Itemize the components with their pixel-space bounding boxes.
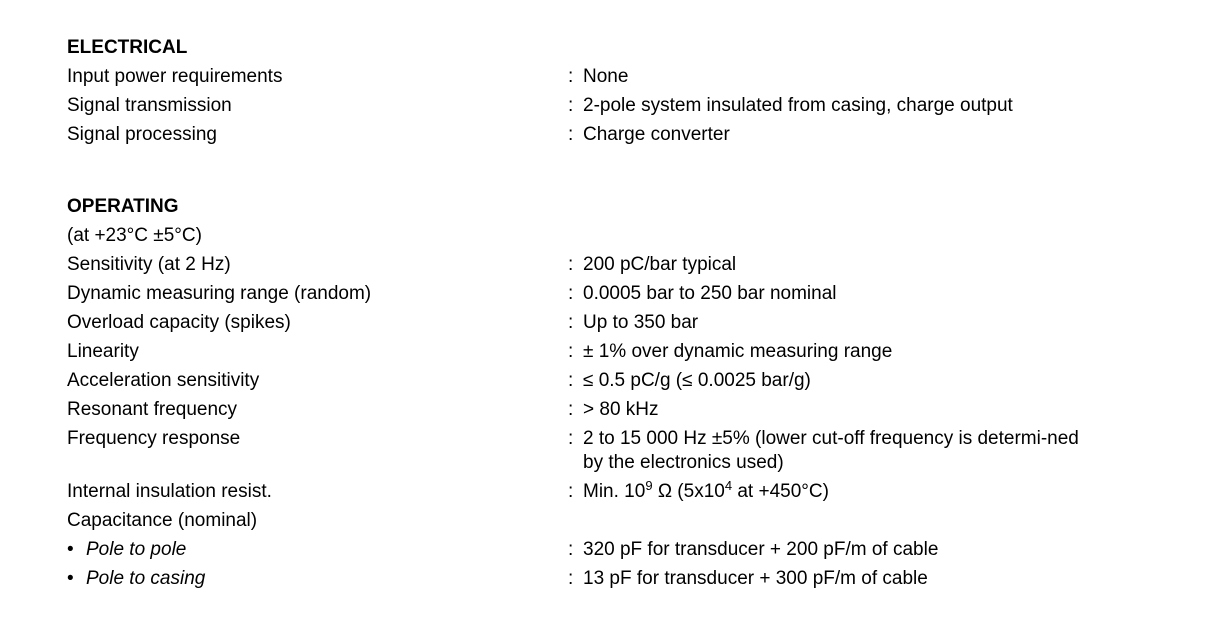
insulation-value-part: Min. 10 <box>583 481 646 502</box>
spec-value: : Up to 350 bar <box>568 312 699 333</box>
separator-colon: : <box>568 254 574 275</box>
separator-colon: : <box>568 95 574 116</box>
condition-label: (at +23°C ±5°C) <box>67 225 202 246</box>
spec-label: Frequency response <box>67 428 241 449</box>
operating-heading: OPERATING <box>67 196 179 217</box>
separator-colon: : <box>568 399 574 420</box>
spec-label: Linearity <box>67 341 139 362</box>
separator-colon: : <box>568 341 574 362</box>
spec-value: : 200 pC/bar typical <box>568 254 737 275</box>
spec-label: Signal transmission <box>67 95 232 116</box>
spec-value: : 13 pF for transducer + 300 pF/m of cable <box>568 568 928 589</box>
spec-value: : 0.0005 bar to 250 bar nominal <box>568 283 837 304</box>
spec-document <box>67 0 1207 630</box>
spec-value: : ± 1% over dynamic measuring range <box>568 341 893 362</box>
spec-label: Acceleration sensitivity <box>67 370 260 391</box>
separator-colon: : <box>568 539 574 560</box>
spec-value: : 2-pole system insulated from casing, charge output <box>568 95 1013 116</box>
separator-colon: : <box>568 568 574 589</box>
separator-colon: : <box>568 428 574 449</box>
spec-label: Input power requirements <box>67 66 283 87</box>
spec-label: Sensitivity (at 2 Hz) <box>67 254 231 275</box>
separator-colon: : <box>568 481 574 502</box>
spec-value: : Charge converter <box>568 124 730 145</box>
spec-label: Internal insulation resist. <box>67 481 272 502</box>
insulation-value-part: at +450°C) <box>732 481 829 502</box>
separator-colon: : <box>568 370 574 391</box>
electrical-heading: ELECTRICAL <box>67 37 188 58</box>
spec-value: : 320 pF for transducer + 200 pF/m of cable <box>568 539 939 560</box>
spec-label: Signal processing <box>67 124 217 145</box>
spec-label: Resonant frequency <box>67 399 238 420</box>
spec-label: Overload capacity (spikes) <box>67 312 291 333</box>
bullet-icon: • <box>67 539 74 560</box>
spec-value: : > 80 kHz <box>568 399 659 420</box>
separator-colon: : <box>568 312 574 333</box>
exponent: 4 <box>724 478 733 493</box>
spec-sublabel: • Pole to casing <box>67 568 206 589</box>
separator-colon: : <box>568 124 574 145</box>
separator-colon: : <box>568 283 574 304</box>
spec-value-continuation: by the electronics used) <box>583 452 784 473</box>
spec-value <box>568 480 1128 504</box>
spec-label: Capacitance (nominal) <box>67 510 258 531</box>
bullet-icon: • <box>67 568 74 589</box>
spec-value: : ≤ 0.5 pC/g (≤ 0.0025 bar/g) <box>568 370 811 391</box>
insulation-value-part: Ω (5x10 <box>652 481 725 502</box>
exponent: 9 <box>645 478 653 493</box>
separator-colon: : <box>568 66 574 87</box>
spec-label: Dynamic measuring range (random) <box>67 283 372 304</box>
spec-value: : 2 to 15 000 Hz ±5% (lower cut-off frequency is determi-ned by the electronics used) <box>568 427 1128 475</box>
spec-value: : None <box>568 66 629 87</box>
spec-sublabel: • Pole to pole <box>67 539 187 560</box>
